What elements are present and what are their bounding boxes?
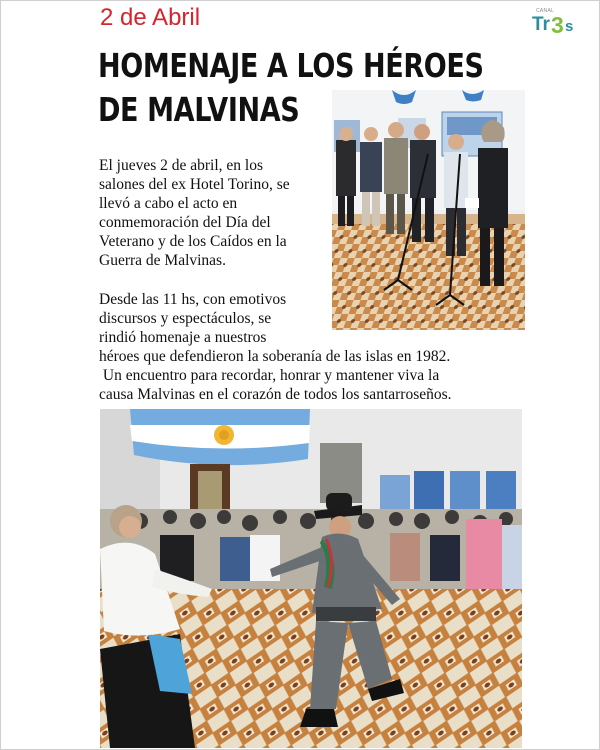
headline-line-1: HOMENAJE A LOS HÉROES	[98, 46, 484, 85]
paragraph-1-line: salones del ex Hotel Torino, se	[99, 176, 290, 193]
paragraph-2-line: causa Malvinas en el corazón de todos los santarroseños.	[99, 386, 452, 403]
paragraph-1-line: El jueves 2 de abril, en los	[99, 157, 263, 174]
paragraph-2-line: Un encuentro para recordar, honrar y mantener viva la	[99, 367, 440, 384]
paragraph-2-line: héroes que defendieron la soberanía de las islas en 1982.	[99, 348, 451, 365]
date-tag: 2 de Abril	[100, 4, 201, 31]
folk-dance-photo	[100, 409, 522, 748]
veterans-speech-photo	[332, 90, 525, 330]
paragraph-2-line: Desde las 11 hs, con emotivos	[99, 291, 287, 308]
paragraph-1-line: Veterano y de los Caídos en la	[99, 233, 287, 250]
paragraph-1-line: llevó a cabo el acto en	[99, 195, 238, 212]
paragraph-2-line: discursos y espectáculos, se	[99, 310, 272, 327]
paragraph-1-line: conmemoración del Día del	[99, 214, 271, 231]
paragraph-1	[99, 156, 331, 270]
headline-line-2: DE MALVINAS	[98, 90, 300, 129]
logo-part-tr: Tr	[532, 14, 550, 35]
paragraph-1-line: Guerra de Malvinas.	[99, 252, 226, 269]
channel-logo	[528, 8, 578, 42]
logo-part-3: 3	[551, 12, 564, 38]
paragraph-2-line: rindió homenaje a nuestros	[99, 329, 267, 346]
logo-part-s: s	[565, 18, 574, 35]
logo-small-text: CANAL	[536, 8, 555, 14]
